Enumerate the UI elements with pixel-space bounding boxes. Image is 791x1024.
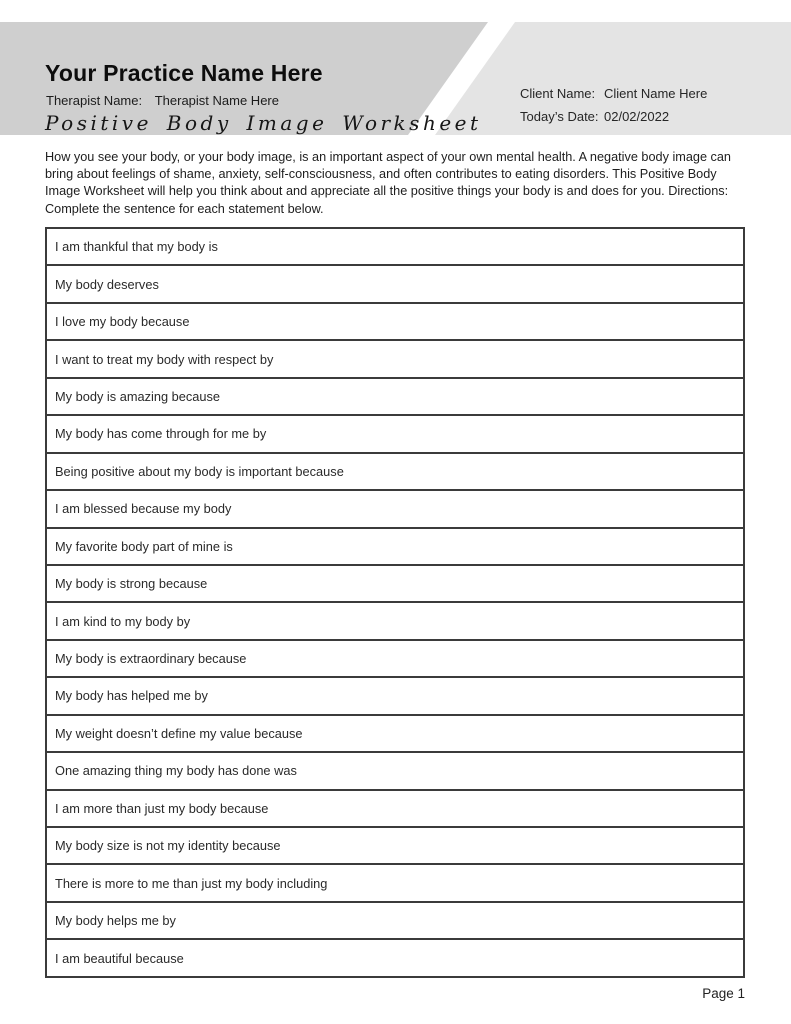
worksheet-row[interactable] (45, 489, 745, 528)
prompt-text: I am thankful that my body is (55, 239, 218, 255)
prompt-text: My favorite body part of mine is (55, 538, 233, 554)
prompt-text: My body is strong because (55, 576, 208, 592)
worksheet-title: Positive Body Image Worksheet (45, 111, 482, 135)
worksheet-row[interactable] (45, 601, 745, 640)
prompt-table (45, 227, 745, 978)
client-name-label: Client Name: (520, 86, 596, 101)
prompt-text: My body helps me by (55, 913, 176, 929)
client-info-block (520, 85, 707, 126)
worksheet-row[interactable] (45, 901, 745, 940)
worksheet-row[interactable] (45, 302, 745, 341)
therapist-name-label: Therapist Name: (46, 93, 143, 108)
worksheet-row[interactable] (45, 676, 745, 715)
date-value: 02/02/2022 (604, 109, 670, 124)
worksheet-row[interactable] (45, 339, 745, 378)
prompt-text: My body is extraordinary because (55, 651, 247, 667)
worksheet-row[interactable] (45, 564, 745, 603)
page-number: Page 1 (702, 986, 745, 1001)
prompt-text: My body is amazing because (55, 388, 221, 404)
prompt-text: One amazing thing my body has done was (55, 763, 297, 779)
prompt-text: There is more to me than just my body including (55, 875, 328, 891)
worksheet-row[interactable] (45, 751, 745, 790)
header-band (0, 22, 791, 135)
date-label: Today’s Date: (520, 109, 599, 124)
prompt-text: My body has helped me by (55, 688, 208, 704)
prompt-text: My body deserves (55, 276, 159, 292)
worksheet-row[interactable] (45, 414, 745, 453)
worksheet-row[interactable] (45, 227, 745, 266)
prompt-text: I want to treat my body with respect by (55, 351, 274, 367)
practice-name: Your Practice Name Here (45, 60, 323, 86)
prompt-text: I am more than just my body because (55, 800, 269, 816)
client-name-value: Client Name Here (604, 86, 708, 101)
therapist-name-value: Therapist Name Here (154, 93, 279, 108)
worksheet-row[interactable] (45, 264, 745, 303)
prompt-text: I am blessed because my body (55, 501, 232, 517)
prompt-text: My body has come through for me by (55, 426, 267, 442)
intro-paragraph: How you see your body, or your body image, is an important aspect of your own mental health. A negative body image can bring about feelings of shame, anxiety, self-consciousness, and often contributes to eating disorders. This Positive Body Image Worksheet will help you think about and appreciate all the positive things your body is and does for you. Directions: Complete the sentence for each statement below. (45, 150, 731, 216)
worksheet-row[interactable] (45, 789, 745, 828)
worksheet-row[interactable] (45, 826, 745, 865)
worksheet-row[interactable] (45, 377, 745, 416)
worksheet-row[interactable] (45, 639, 745, 678)
prompt-text: My weight doesn’t define my value because (55, 725, 303, 741)
prompt-text: I am kind to my body by (55, 613, 191, 629)
therapist-line (46, 93, 279, 108)
prompt-text: Being positive about my body is important because (55, 463, 344, 479)
worksheet-row[interactable] (45, 452, 745, 491)
prompt-text: I love my body because (55, 314, 190, 330)
prompt-text: My body size is not my identity because (55, 838, 281, 854)
prompt-text: I am beautiful because (55, 950, 184, 966)
worksheet-row[interactable] (45, 527, 745, 566)
worksheet-row[interactable] (45, 863, 745, 902)
worksheet-row[interactable] (45, 714, 745, 753)
worksheet-row[interactable] (45, 938, 745, 977)
